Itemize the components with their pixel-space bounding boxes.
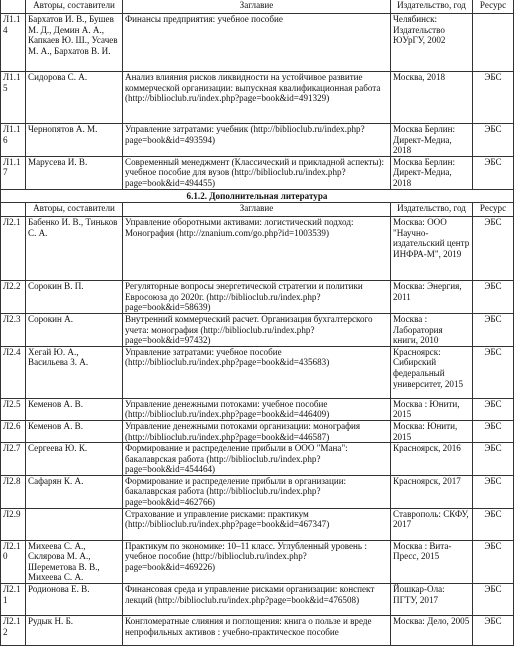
row-id-cell: Л2.4 — [1, 346, 26, 398]
publisher-cell: Москва: ООО "Научно-издательский центр ИНФРА-М", 2019 — [391, 217, 473, 281]
publisher-cell: Челябинск: Издательство ЮУрГУ, 2002 — [391, 14, 473, 72]
title-cell: Управление затратами: учебник (http://biblioclub.ru/index.php?page=book&id=493594) — [123, 124, 391, 157]
row-id-cell: Л1.15 — [1, 72, 26, 124]
authors-cell: Марусева И. В. — [26, 156, 123, 189]
section-heading-row — [1, 189, 514, 203]
row-id-cell: Л2.6 — [1, 420, 26, 442]
table-row — [1, 398, 514, 420]
publisher-cell: Москва : Лаборатория книги, 2010 — [391, 313, 473, 346]
main-literature-body — [1, 0, 514, 189]
resource-cell: ЭБС — [473, 398, 514, 420]
resource-cell: ЭБС — [473, 584, 514, 616]
title-header: Заглавие — [123, 203, 391, 217]
resource-cell: ЭБС — [473, 616, 514, 646]
table-row — [1, 420, 514, 442]
publisher-cell: Москва : Вита-Пресс, 2015 — [391, 540, 473, 583]
resource-cell: ЭБС — [473, 420, 514, 442]
resource-cell: ЭБС — [473, 156, 514, 189]
row-id-cell: Л2.1 — [1, 217, 26, 281]
table-row — [1, 217, 514, 281]
authors-cell: Сидорова С. А. — [26, 72, 123, 124]
row-id-cell: Л2.3 — [1, 313, 26, 346]
resource-cell: ЭБС — [473, 217, 514, 281]
table-row — [1, 508, 514, 540]
publisher-header: Издательство, год — [391, 203, 473, 217]
authors-cell: Чернопятов А. М. — [26, 124, 123, 157]
row-id-cell: Л2.8 — [1, 475, 26, 508]
authors-cell: Михеева С. А., Склярова М. А., Шереметова В. В., Михеева С. А. — [26, 540, 123, 583]
title-cell: Финансы предприятия: учебное пособие — [123, 14, 391, 72]
additional-literature-body — [1, 217, 514, 646]
resource-cell — [473, 14, 514, 72]
row-id-cell: Л2.9 — [1, 508, 26, 540]
resource-cell: ЭБС — [473, 72, 514, 124]
title-cell: Регуляторные вопросы энергетической стратегии и политики Евросоюза до 2020г. (http://biblioclub.ru/index.php?page=book&id=58639) — [123, 281, 391, 314]
table-row — [1, 443, 514, 476]
title-cell: Финансовая среда и управление рисками организации: конспект лекций (http://biblioclub.ru/index.php?page=book&id=476508) — [123, 584, 391, 616]
table-row — [1, 346, 514, 398]
row-id-cell: Л2.5 — [1, 398, 26, 420]
id-header-cell — [1, 0, 26, 14]
authors-header: Авторы, составители — [26, 203, 123, 217]
authors-cell: Рудык Н. Б. — [26, 616, 123, 646]
table-header-row — [1, 203, 514, 217]
authors-cell: Кеменов А. В. — [26, 420, 123, 442]
resource-cell: ЭБС — [473, 124, 514, 157]
table-header-row — [1, 0, 514, 14]
publisher-cell: Йошкар-Ола: ПГТУ, 2017 — [391, 584, 473, 616]
row-id-cell: Л2.11 — [1, 584, 26, 616]
section-heading-body — [1, 189, 514, 217]
table-row — [1, 14, 514, 72]
authors-cell: Бабенко И. В., Тиньков С. А. — [26, 217, 123, 281]
title-cell: Управление денежными потоками организации: монография (http://biblioclub.ru/index.php?page=book&id=446587) — [123, 420, 391, 442]
publisher-cell: Красноярск, 2017 — [391, 475, 473, 508]
authors-cell: Родионова Е. В. — [26, 584, 123, 616]
table-row — [1, 124, 514, 157]
row-id-cell: Л1.14 — [1, 14, 26, 72]
authors-cell: Сергеева Ю. К. — [26, 443, 123, 476]
title-cell: Конгломератные слияния и поглощения: книга о пользе и вреде непрофильных активов : учебно-практическое пособие — [123, 616, 391, 646]
table-row — [1, 281, 514, 314]
publisher-cell: Красноярск, 2016 — [391, 443, 473, 476]
resource-cell: ЭБС — [473, 346, 514, 398]
publisher-cell: Ставрополь: СКФУ, 2017 — [391, 508, 473, 540]
table-row — [1, 584, 514, 616]
title-cell: Анализ влияния рисков ликвидности на устойчивое развитие коммерческой организации: выпускная квалификационная работа (http://biblioclub.ru/index.php?page=book&id=491329) — [123, 72, 391, 124]
authors-cell: Сорокин А. — [26, 313, 123, 346]
resource-cell: ЭБС — [473, 508, 514, 540]
resource-cell: ЭБС — [473, 313, 514, 346]
publisher-cell: Красноярск: Сибирский федеральный университет, 2015 — [391, 346, 473, 398]
title-cell: Формирование и распределение прибыли в организации: бакалаврская работа (http://biblioclub.ru/index.php?page=book&id=462766) — [123, 475, 391, 508]
table-row — [1, 313, 514, 346]
authors-cell: Кеменов А. В. — [26, 398, 123, 420]
resource-cell: ЭБС — [473, 540, 514, 583]
title-cell: Управление денежными потоками: учебное пособие (http://biblioclub.ru/index.php?page=book&id=446409) — [123, 398, 391, 420]
resource-cell: ЭБС — [473, 475, 514, 508]
table-row — [1, 156, 514, 189]
row-id-cell: Л1.16 — [1, 124, 26, 157]
resource-header: Ресурс — [473, 203, 514, 217]
authors-cell: Сафарян К. А. — [26, 475, 123, 508]
authors-cell: Бархатов И. В., Бушев М. Д., Демин А. А., Капкаев Ю. Ш., Усачев М. А., Бархатов В. И. — [26, 14, 123, 72]
publisher-cell: Москва: Юнити, 2015 — [391, 420, 473, 442]
row-id-cell: Л2.7 — [1, 443, 26, 476]
title-cell: Современный менеджмент (Классический и прикладной аспекты): учебное пособие для вузов (http://biblioclub.ru/index.php?page=book&id=494455) — [123, 156, 391, 189]
title-header: Заглавие — [123, 0, 391, 14]
authors-cell — [26, 508, 123, 540]
row-id-cell: Л2.10 — [1, 540, 26, 583]
row-id-cell: Л1.17 — [1, 156, 26, 189]
title-cell: Страхование и управление рисками: практикум (http://biblioclub.ru/index.php?page=book&id=467347) — [123, 508, 391, 540]
table-row — [1, 475, 514, 508]
publisher-cell: Москва Берлин: Директ-Медиа, 2018 — [391, 156, 473, 189]
publisher-cell: Москва, 2018 — [391, 72, 473, 124]
title-cell: Управление оборотными активами: логистический подход: Монография (http://znanium.com/go.php?id=1003539) — [123, 217, 391, 281]
table-row — [1, 72, 514, 124]
title-cell: Внутренний коммерческий расчет. Организация бухгалтерского учета: монография (http://biblioclub.ru/index.php?page=book&id=97432) — [123, 313, 391, 346]
resource-cell: ЭБС — [473, 281, 514, 314]
resource-cell: ЭБС — [473, 443, 514, 476]
title-cell: Практикум по экономике: 10–11 класс. Углубленный уровень : учебное пособие (http://biblioclub.ru/index.php?page=book&id=469226) — [123, 540, 391, 583]
authors-cell: Хегай Ю. А., Васильева З. А. — [26, 346, 123, 398]
section-heading: 6.1.2. Дополнительная литература — [1, 189, 514, 203]
publisher-cell: Москва : Юнити, 2015 — [391, 398, 473, 420]
row-id-cell: Л2.2 — [1, 281, 26, 314]
resource-header: Ресурс — [473, 0, 514, 14]
title-cell: Управление затратами: учебное пособие (http://biblioclub.ru/index.php?page=book&id=435683) — [123, 346, 391, 398]
table-row — [1, 540, 514, 583]
id-header-cell — [1, 203, 26, 217]
authors-cell: Сорокин В. П. — [26, 281, 123, 314]
authors-header: Авторы, составители — [26, 0, 123, 14]
row-id-cell: Л2.12 — [1, 616, 26, 646]
publisher-cell: Москва Берлин: Директ-Медиа, 2018 — [391, 124, 473, 157]
publisher-header: Издательство, год — [391, 0, 473, 14]
title-cell: Формирование и распределение прибыли в ООО "Мана": бакалаврская работа (http://biblioclub.ru/index.php?page=book&id=454464) — [123, 443, 391, 476]
publisher-cell: Москва: Энергия, 2011 — [391, 281, 473, 314]
publisher-cell: Москва: Дело, 2005 — [391, 616, 473, 646]
table-row — [1, 616, 514, 646]
